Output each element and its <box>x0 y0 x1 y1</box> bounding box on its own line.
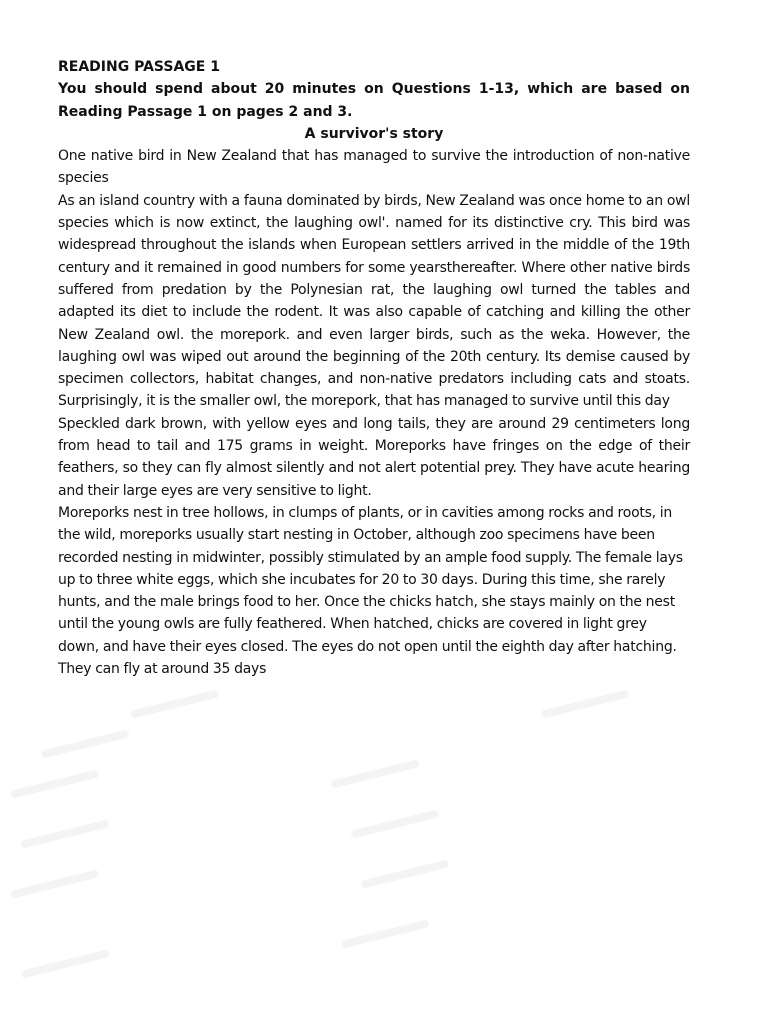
passage-paragraph: As an island country with a fauna dominated by birds, New Zealand was once home to an owl species which is now extinct, the laughing owl'. named for its distinctive cry. This bird was widespread throughout the islands when European settlers arrived in the middle of the 19th century and it remained in good numbers for some yearsthereafter. Where other native birds suffered from predation by the Polynesian rat, the laughing owl turned the tables and adapted its diet to include the rodent. It was also capable of catching and killing the other New Zealand owl. the morepork. and even larger birds, such as the weka. However, the laughing owl was wiped out around the beginning of the 20th century. Its demise caused by specimen collectors, habitat changes, and non-native predators including cats and stoats. Surprisingly, it is the smaller owl, the morepork, that has managed to survive until this day <box>58 192 690 410</box>
passage-paragraph: Moreporks nest in tree hollows, in clumps of plants, or in cavities among rocks and roots, in the wild, moreporks usually start nesting in October, although zoo specimens have been recorded nesting in midwinter, possibly stimulated by an ample food supply. The female lays up to three white eggs, which she incubates for 20 to 30 days. During this time, she rarely hunts, and the male brings food to her. Once the chicks hatch, she stays mainly on the nest until the young owls are fully feathered. When hatched, chicks are covered in light grey down, and have their eyes closed. The eyes do not open until the eighth day after hatching. They can fly at around 35 days <box>58 504 683 678</box>
passage-heading: READING PASSAGE 1 <box>58 59 220 75</box>
passage-paragraph: Speckled dark brown, with yellow eyes and long tails, they are around 29 centimeters long from head to tail and 175 grams in weight. Moreporks have fringes on the edge of their feathers, so they can fly almost silently and not alert potential prey. They have acute hearing and their large eyes are very sensitive to light. <box>58 415 690 499</box>
passage-paragraph-subtitle: One native bird in New Zealand that has managed to survive the introduction of non-native species <box>58 148 690 187</box>
reading-passage <box>58 56 690 680</box>
passage-instructions: You should spend about 20 minutes on Questions 1-13, which are based on Reading Passage 1 on pages 2 and 3. <box>58 81 690 120</box>
passage-title: A survivor's story <box>304 125 444 142</box>
